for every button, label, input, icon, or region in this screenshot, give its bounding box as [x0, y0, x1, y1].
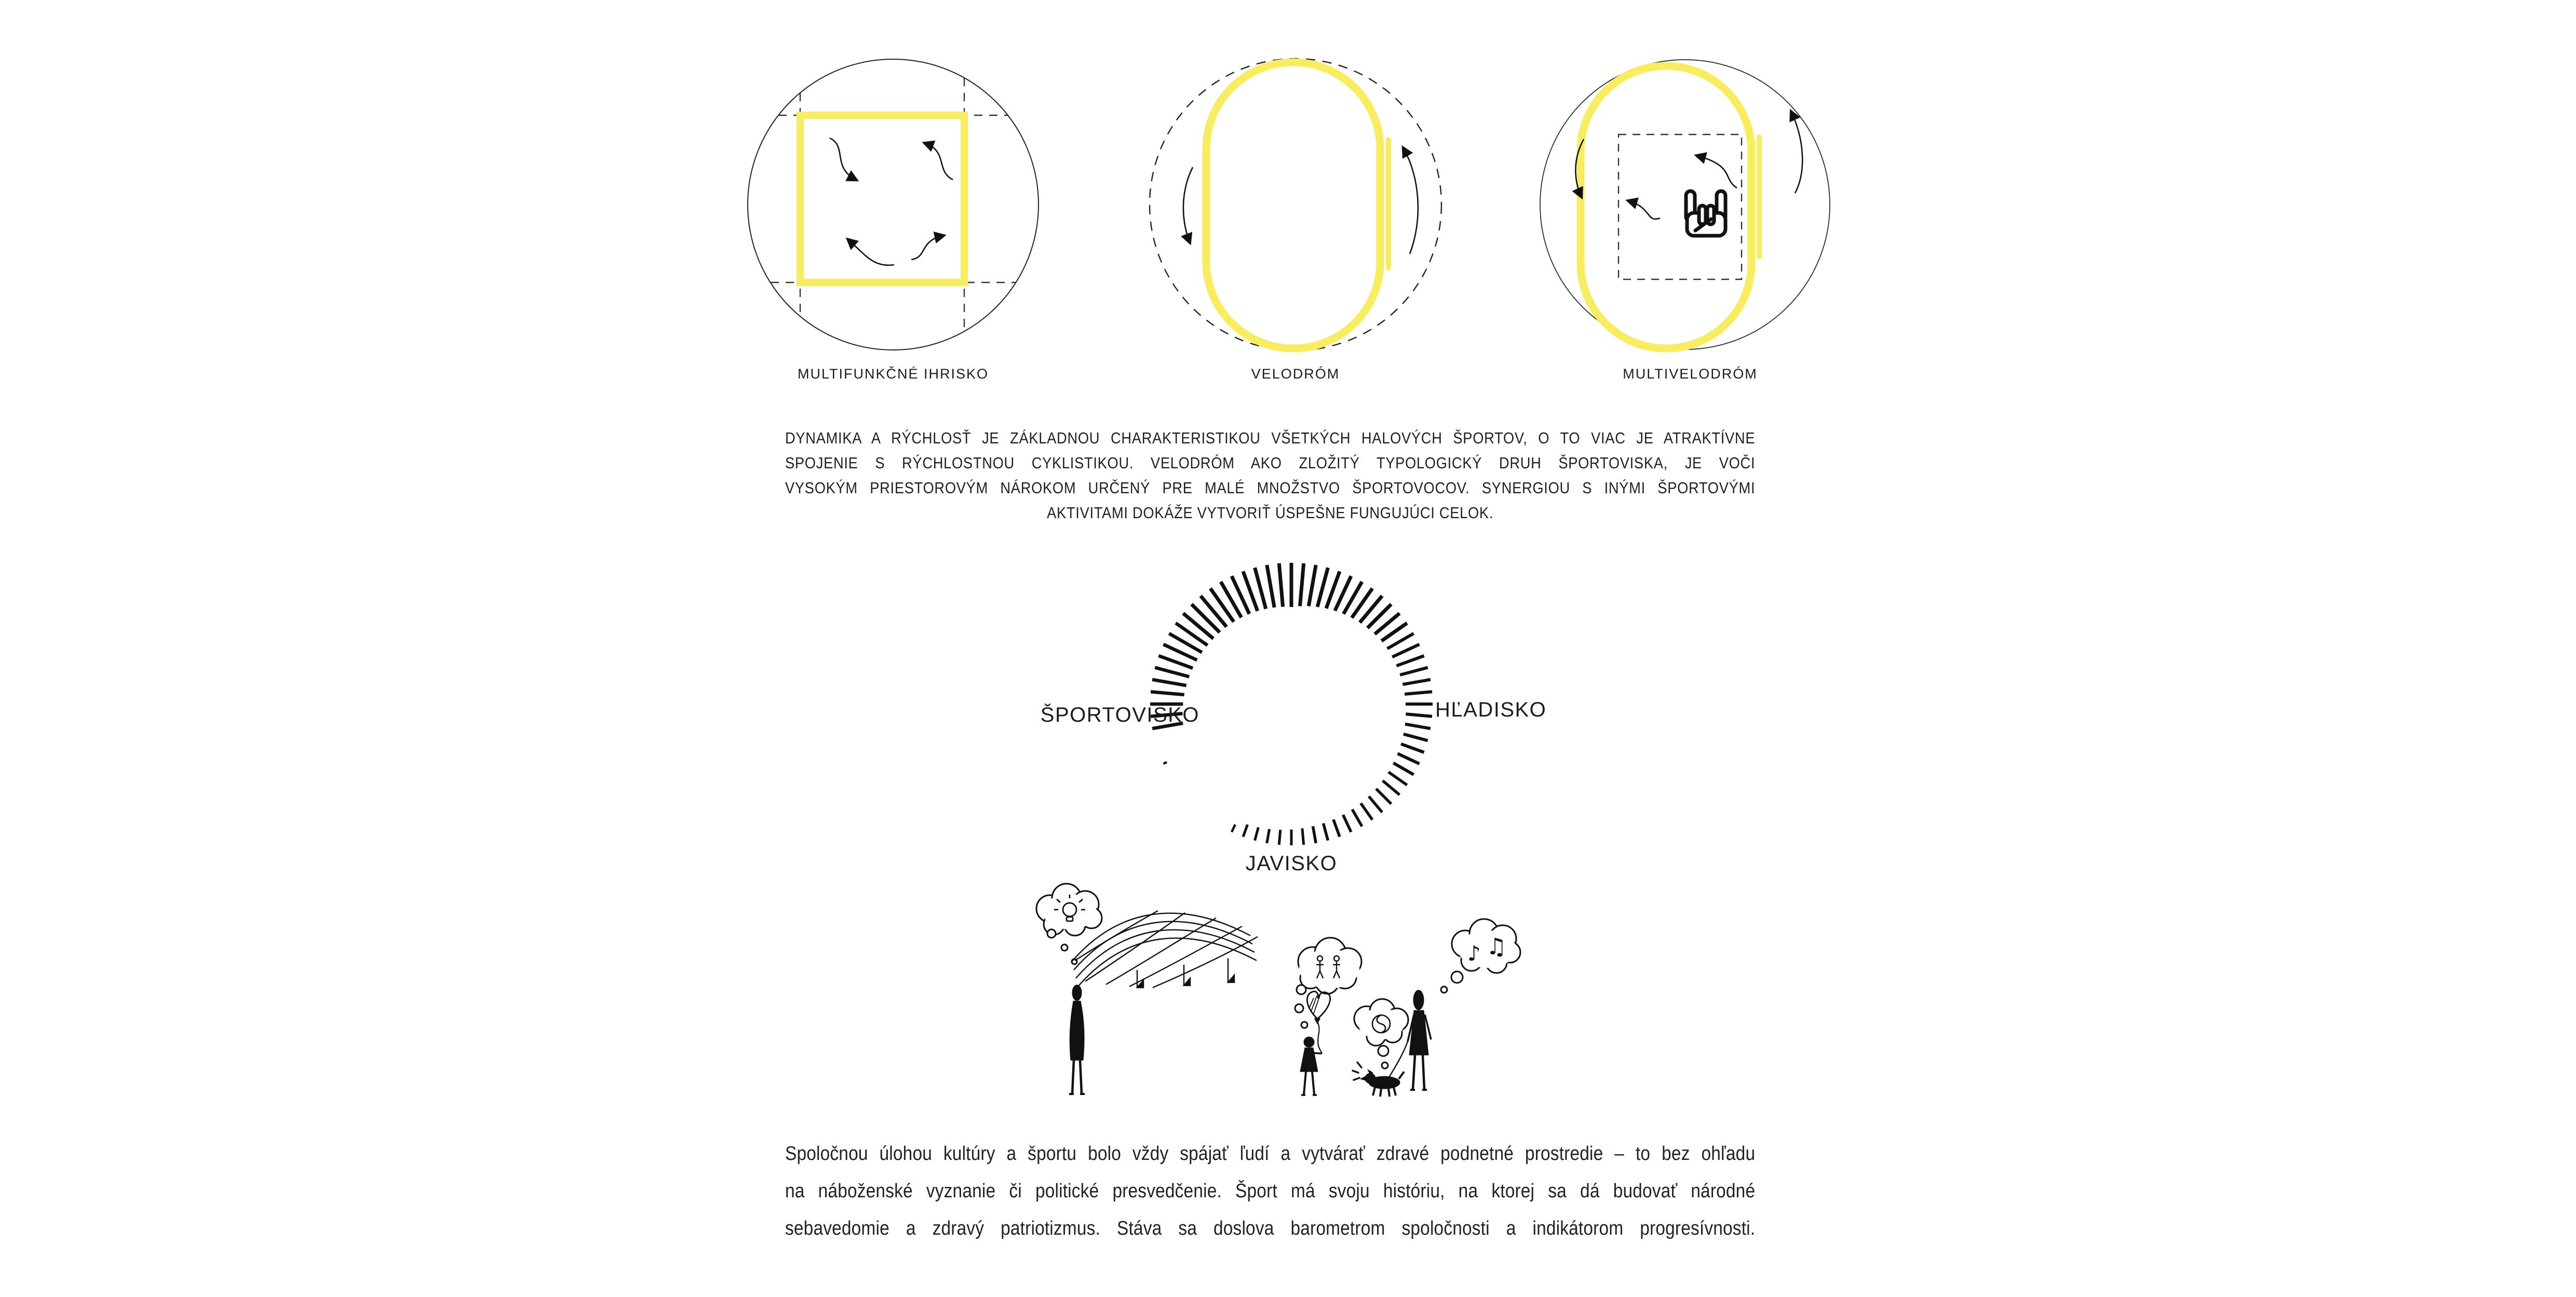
music-note-icon: ♪ — [1467, 942, 1481, 966]
wheel-label-javisko: JAVISKO — [1245, 852, 1338, 875]
person-silhouette-left — [1069, 985, 1085, 1094]
intro-line: DYNAMIKA A RÝCHLOSŤ JE ZÁKLADNOU CHARAKTERISTIKOU VŠETKÝCH HALOVÝCH ŠPORTOV, O TO VIAC JE ATRAKTÍVNE — [785, 429, 1756, 447]
woman-silhouette — [1408, 990, 1431, 1090]
dog-leash — [1389, 1042, 1408, 1077]
yellow-track-oval — [1206, 62, 1380, 348]
yellow-court-square — [800, 115, 964, 282]
diagram-label-velodrom: VELODRÓM — [1251, 366, 1340, 382]
music-notes-icon: ♫ — [1486, 934, 1507, 960]
multivelodrome-diagram — [1529, 49, 1851, 371]
intro-line: VYSOKÝM PRIESTOROVÝM NÁROKOM URČENÝ PRE MALÉ MNOŽSTVO ŠPORTOVOCOV. SYNERGIOU S INÝMI ŠPORTOVÝMI — [785, 479, 1756, 497]
velodrome-diagram — [1140, 49, 1451, 371]
diagram-label-multifunkcne-ihrisko: MULTIFUNKČNÉ IHRISKO — [797, 366, 989, 382]
boundary-dashed-circle — [1150, 59, 1441, 350]
dancers-thought-bubble — [1295, 938, 1361, 1028]
multifunctional-field-diagram — [737, 49, 1049, 371]
wheel-label-sportovisko: ŠPORTOVISKO — [1040, 704, 1199, 726]
outro-line: sebavedomie a zdravý patriotizmus. Stáva sa doslova barometrom spoločnosti a indikátorom progresívnosti. — [785, 1218, 1756, 1239]
outro-line: na náboženské vyznanie či politické presvedčenie. Šport má svoju históriu, na ktorej sa dá budovať národné — [785, 1180, 1756, 1202]
intro-line: AKTIVITAMI DOKÁŽE VYTVORIŤ ÚSPEŠNE FUNGUJÚCI CELOK. — [1047, 504, 1494, 522]
flow-arrows — [830, 138, 953, 265]
outro-line: Spoločnou úlohou kultúry a športu bolo vždy spájať ľudí a vytvárať zdravé podnetné prostredie – to bez ohľadu — [785, 1143, 1756, 1165]
intro-line: SPOJENIE S RÝCHLOSTNOU CYKLISTIKOU. VELODRÓM AKO ZLOŽITÝ TYPOLOGICKÝ DRUH ŠPORTOVISKA, JE VOČI — [785, 454, 1756, 472]
intro-paragraph — [785, 426, 1755, 525]
rock-hand-icon — [1686, 191, 1725, 236]
people-thinking-illustration — [1013, 883, 1558, 1106]
boundary-circle — [748, 59, 1039, 350]
wheel-label-hladisko: HĽADISKO — [1435, 698, 1547, 721]
balloon-string — [1317, 1022, 1322, 1053]
outro-paragraph — [785, 1135, 1755, 1247]
music-thought-bubble — [1441, 919, 1520, 993]
diagram-label-multivelodrom: MULTIVELODRÓM — [1623, 366, 1758, 382]
bark-marks — [1353, 1062, 1361, 1080]
